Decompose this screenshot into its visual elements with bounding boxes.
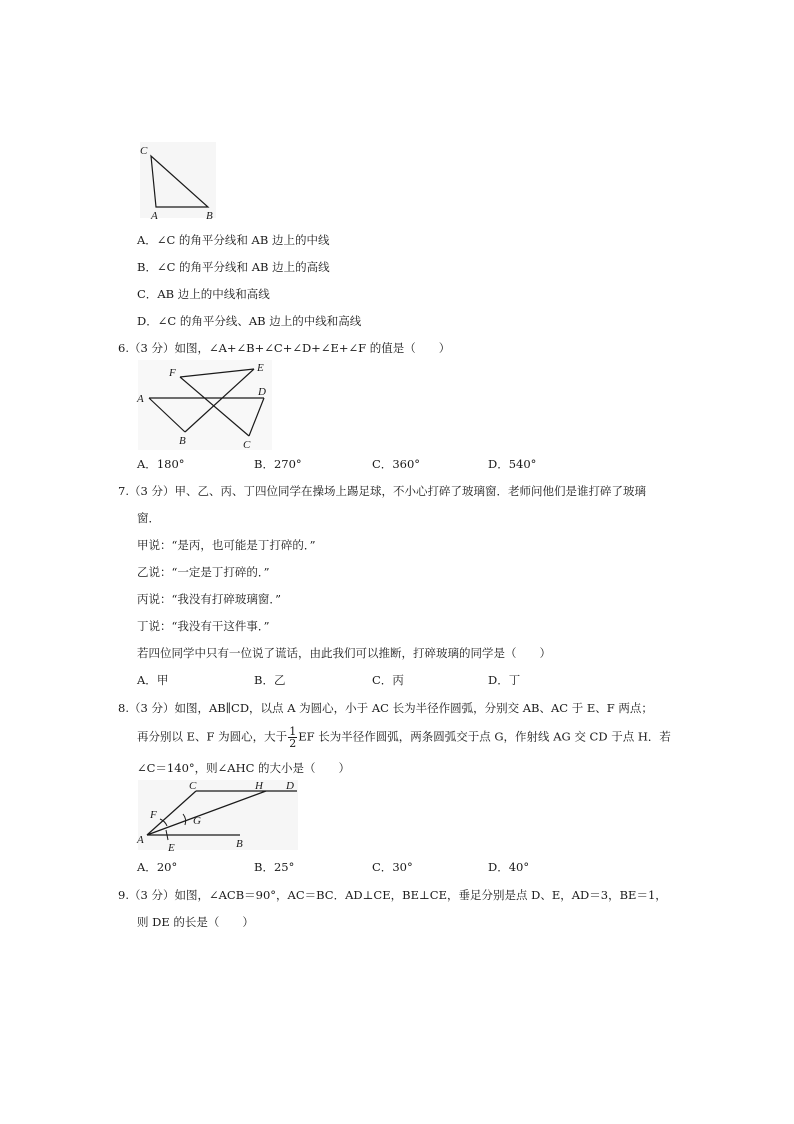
one-half-fraction: $\frac{1}{2}$ <box>289 725 297 750</box>
q6-option-b: B．270° <box>254 457 302 471</box>
q8-line1: 8.（3 分）如图，AB∥CD，以点 A 为圆心，小于 AC 长为半径作圆弧，分别交 AB、AC 于 E、F 两点； <box>118 701 653 715</box>
q8-figure <box>134 780 299 854</box>
q7-stem-line2: 窗． <box>137 511 160 525</box>
q7-question: 若四位同学中只有一位说了谎话，由此我们可以推断，打碎玻璃的同学是（ ） <box>137 646 551 660</box>
q8-label-f: F <box>150 809 157 821</box>
q5-option-c: C．AB 边上的中线和高线 <box>137 287 270 301</box>
q6-figure <box>134 360 274 450</box>
q6-option-d: D．540° <box>488 457 537 471</box>
q5-label-c: C <box>140 145 148 157</box>
q5-triangle-figure <box>136 142 216 222</box>
q8-label-e: E <box>168 842 175 854</box>
q8-option-b: B．25° <box>254 860 295 874</box>
q8-line3: ∠C＝140°，则∠AHC 的大小是（ ） <box>137 761 351 775</box>
q7-statement-ding: 丁说：“我没有干这件事．” <box>137 619 270 633</box>
q6-label-a: A <box>137 393 144 405</box>
q6-label-c: C <box>243 439 251 451</box>
q6-option-c: C．360° <box>372 457 421 471</box>
q5-option-d: D．∠C 的角平分线、AB 边上的中线和高线 <box>137 314 362 328</box>
q6-label-d: D <box>258 386 266 398</box>
q7-option-d: D．丁 <box>488 673 521 687</box>
q8-option-c: C．30° <box>372 860 413 874</box>
q7-stem-line1: 7.（3 分）甲、乙、丙、丁四位同学在操场上踢足球，不小心打碎了玻璃窗．老师问他们是谁打碎了玻璃 <box>118 484 646 498</box>
q8-option-d: D．40° <box>488 860 530 874</box>
q9-line2: 则 DE 的长是（ ） <box>137 915 254 929</box>
q8-label-h: H <box>255 780 263 792</box>
q7-statement-yi: 乙说：“一定是丁打碎的．” <box>137 565 270 579</box>
q5-option-a: A．∠C 的角平分线和 AB 边上的中线 <box>137 233 330 247</box>
q7-statement-jia: 甲说：“是丙，也可能是丁打碎的．” <box>137 538 316 552</box>
q8-label-a: A <box>137 834 144 846</box>
q6-label-b: B <box>179 435 186 447</box>
q8-label-d: D <box>286 780 294 792</box>
q7-statement-bing: 丙说：“我没有打碎玻璃窗．” <box>137 592 282 606</box>
q8-line2: 再分别以 E、F 为圆心，大于 $\frac{1}{2}$ EF 长为半径作圆弧，两条圆弧交于点 G，作射线 AG 交 CD 于点 H．若 <box>137 725 671 750</box>
q8-label-c: C <box>189 780 197 792</box>
q5-label-b: B <box>206 210 213 222</box>
q6-label-f: F <box>169 367 176 379</box>
q7-option-c: C．丙 <box>372 673 404 687</box>
q7-option-b: B．乙 <box>254 673 286 687</box>
q8-label-b: B <box>236 838 243 850</box>
q5-label-a: A <box>151 210 158 222</box>
q6-stem: 6.（3 分）如图，∠A+∠B+∠C+∠D+∠E+∠F 的值是（ ） <box>118 341 451 355</box>
q9-line1: 9.（3 分）如图，∠ACB＝90°，AC＝BC．AD⊥CE，BE⊥CE，垂足分别是点 D、E，AD＝3，BE＝1， <box>118 888 667 902</box>
q6-label-e: E <box>257 362 264 374</box>
q7-option-a: A．甲 <box>137 673 169 687</box>
q6-option-a: A．180° <box>137 457 185 471</box>
q8-option-a: A．20° <box>137 860 178 874</box>
q5-option-b: B．∠C 的角平分线和 AB 边上的高线 <box>137 260 330 274</box>
q8-label-g: G <box>193 815 201 827</box>
